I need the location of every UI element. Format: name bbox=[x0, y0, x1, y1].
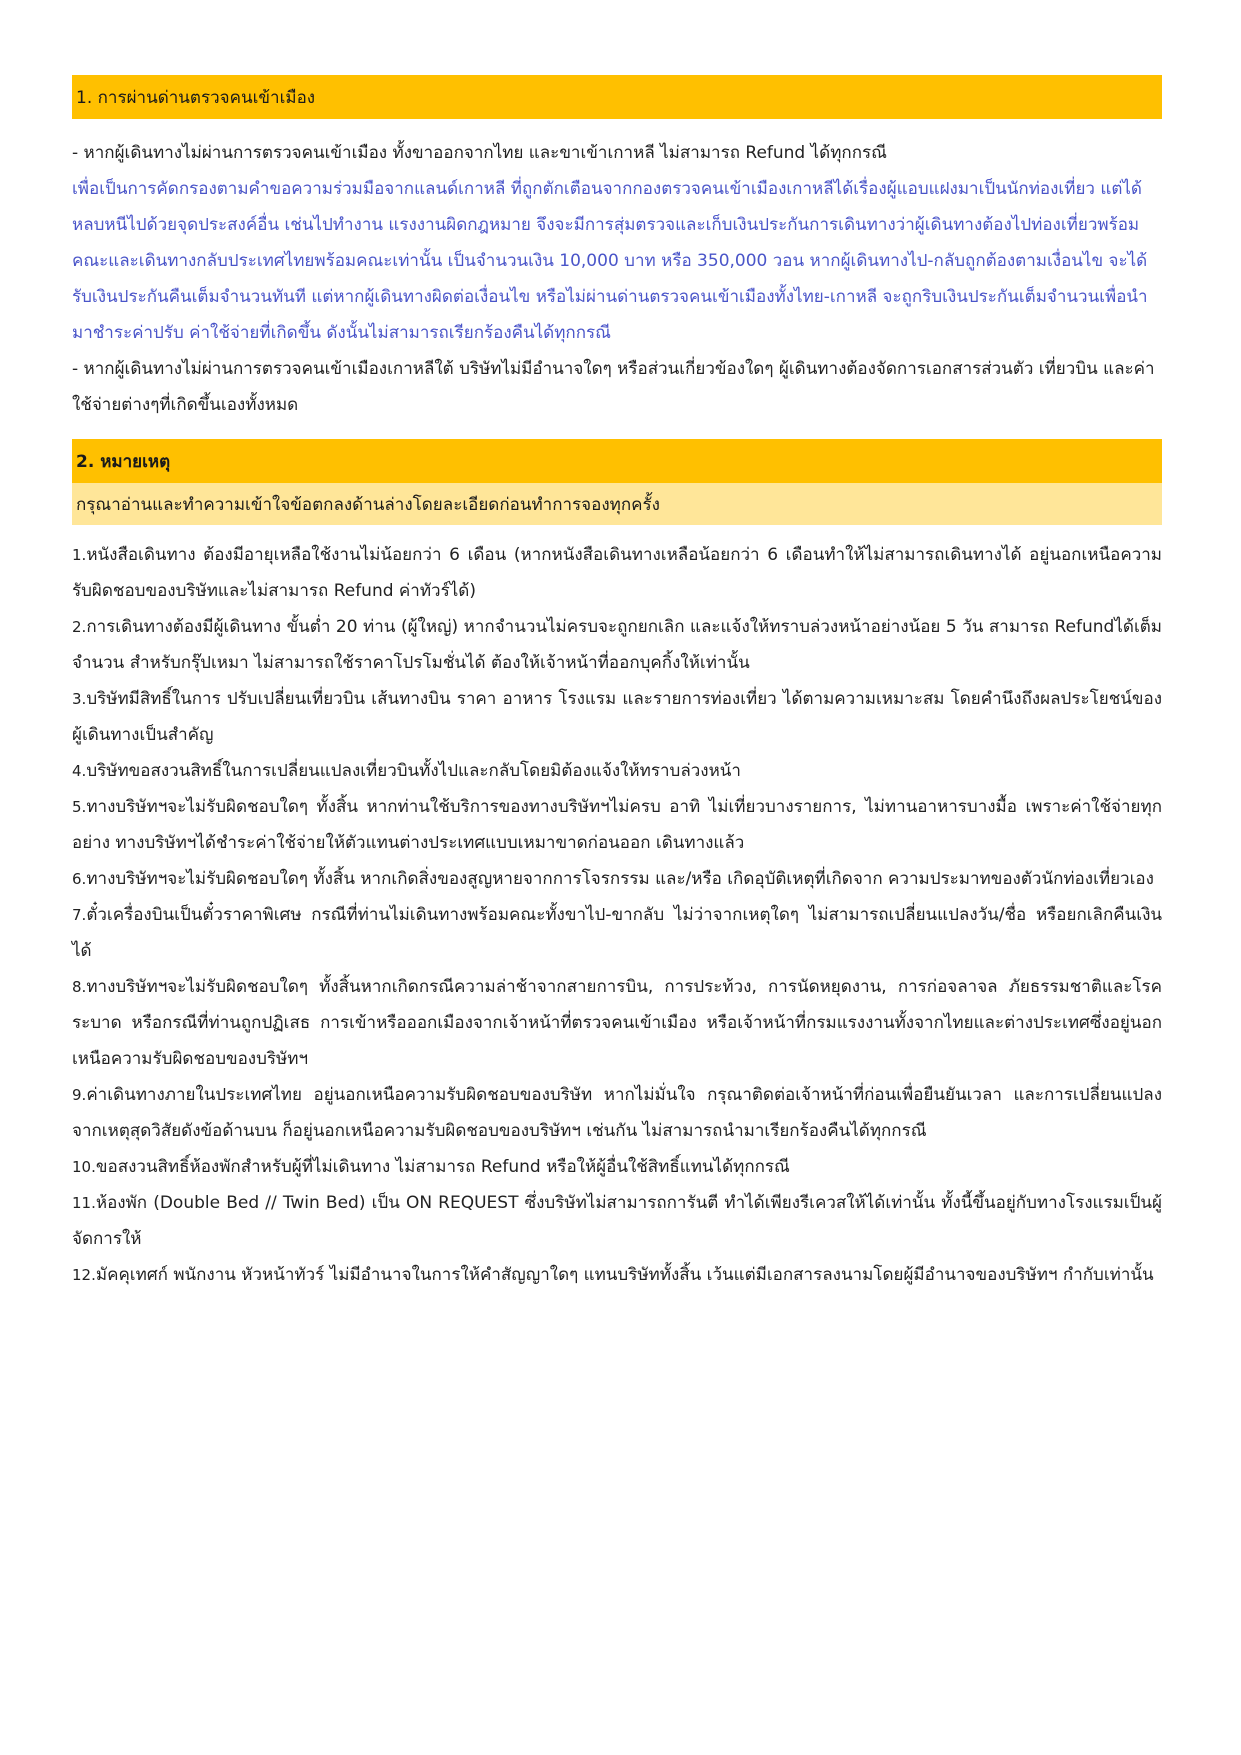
document-page bbox=[72, 75, 1162, 1293]
note-number: 9. bbox=[72, 1086, 87, 1104]
note-number: 1. bbox=[72, 546, 87, 564]
note-number: 12. bbox=[72, 1266, 96, 1284]
note-text: บริษัทมีสิทธิ์ในการ ปรับเปลี่ยนเที่ยวบิน เส้นทางบิน ราคา อาหาร โรงแรม และรายการท่องเที่ยว ได้ตามความเหมาะสม โดยคำนึงถึงผลประโยชน์ของผู้เดินทางเป็นสำคัญ bbox=[72, 689, 1162, 745]
note-number: 2. bbox=[72, 618, 87, 636]
section1-line1: - หากผู้เดินทางไม่ผ่านการตรวจคนเข้าเมือง ทั้งขาออกจากไทย และขาเข้าเกาหลี ไม่สามารถ Refund ได้ทุกกรณี bbox=[72, 143, 887, 163]
note-item bbox=[72, 789, 1162, 861]
note-text: บริษัทขอสงวนสิทธิ์ในการเปลี่ยนแปลงเที่ยวบินทั้งไปและกลับโดยมิต้องแจ้งให้ทราบล่วงหน้า bbox=[86, 761, 741, 781]
note-number: 5. bbox=[72, 798, 87, 816]
section2-heading: 2. หมายเหตุ bbox=[76, 451, 171, 472]
note-number: 11. bbox=[72, 1194, 96, 1212]
section1-heading: 1. การผ่านด่านตรวจคนเข้าเมือง bbox=[76, 87, 316, 108]
note-item bbox=[72, 1077, 1162, 1149]
notes-list bbox=[72, 537, 1162, 1293]
note-text: ขอสงวนสิทธิ์ห้องพักสำหรับผู้ที่ไม่เดินทาง ไม่สามารถ Refund หรือให้ผู้อื่นใช้สิทธิ์แทนได้ทุกกรณี bbox=[95, 1157, 790, 1177]
note-item bbox=[72, 609, 1162, 681]
note-item bbox=[72, 681, 1162, 753]
note-item bbox=[72, 753, 1162, 789]
note-item bbox=[72, 1149, 1162, 1185]
note-text: ทางบริษัทฯจะไม่รับผิดชอบใดๆ ทั้งสิ้น หากท่านใช้บริการของทางบริษัทฯไม่ครบ อาทิ ไม่เที่ยวบางรายการ, ไม่ทานอาหารบางมื้อ เพราะค่าใช้จ่ายทุกอย่าง ทางบริษัทฯได้ชำระค่าใช้จ่ายให้ตัวแทนต่างประเทศแบบเหมาขาดก่อนออก เดินทางแล้ว bbox=[72, 797, 1162, 853]
note-text: ทางบริษัทฯจะไม่รับผิดชอบใดๆ ทั้งสิ้น หากเกิดสิ่งของสูญหายจากการโจรกรรม และ/หรือ เกิดอุบัติเหตุที่เกิดจาก ความประมาทของตัวนักท่องเที่ยวเอง bbox=[86, 869, 1154, 889]
section2-subheading: กรุณาอ่านและทำความเข้าใจข้อตกลงด้านล่างโดยละเอียดก่อนทำการจองทุกครั้ง bbox=[76, 494, 660, 515]
note-text: หนังสือเดินทาง ต้องมีอายุเหลือใช้งานไม่น้อยกว่า 6 เดือน (หากหนังสือเดินทางเหลือน้อยกว่า 6 เดือนทำให้ไม่สามารถเดินทางได้ อยู่นอกเหนือความรับผิดชอบของบริษัทและไม่สามารถ Refund ค่าทัวร์ได้) bbox=[72, 545, 1162, 601]
note-number: 10. bbox=[72, 1158, 96, 1176]
note-text: การเดินทางต้องมีผู้เดินทาง ขั้นต่ำ 20 ท่าน (ผู้ใหญ่) หากจำนวนไม่ครบจะถูกยกเลิก และแจ้งให้ทราบล่วงหน้าอย่างน้อย 5 วัน สามารถ Refundได้เต็มจำนวน สำหรับกรุ๊ปเหมา ไม่สามารถใช้ราคาโปรโมชั่นได้ ต้องให้เจ้าหน้าที่ออกบุคกิ้งให้เท่านั้น bbox=[72, 617, 1162, 673]
section1-line2: - หากผู้เดินทางไม่ผ่านการตรวจคนเข้าเมืองเกาหลีใต้ บริษัทไม่มีอำนาจใดๆ หรือส่วนเกี่ยวข้องใดๆ ผู้เดินทางต้องจัดการเอกสารส่วนตัว เที่ยวบิน และค่าใช้จ่ายต่างๆที่เกิดขึ้นเองทั้งหมด bbox=[72, 359, 1155, 415]
note-number: 3. bbox=[72, 690, 87, 708]
note-text: ค่าเดินทางภายในประเทศไทย อยู่นอกเหนือความรับผิดชอบของบริษัท หากไม่มั่นใจ กรุณาติดต่อเจ้าหน้าที่ก่อนเพื่อยืนยันเวลา และการเปลี่ยนแปลงจากเหตุสุดวิสัยดังข้อด้านบน ก็อยู่นอกเหนือความรับผิดชอบของบริษัทฯ เช่นกัน ไม่สามารถนำมาเรียกร้องคืนได้ทุกกรณี bbox=[72, 1085, 1162, 1141]
section2-heading-bar bbox=[72, 439, 1162, 483]
section2-subheading-bar bbox=[72, 483, 1162, 525]
section1-heading-bar bbox=[72, 75, 1162, 119]
note-number: 4. bbox=[72, 762, 87, 780]
section1-deposit-notice: เพื่อเป็นการคัดกรองตามคำขอความร่วมมือจากแลนด์เกาหลี ที่ถูกตักเตือนจากกองตรวจคนเข้าเมืองเกาหลีได้เรื่องผู้แอบแฝงมาเป็นนักท่องเที่ยว แต่ได้หลบหนีไปด้วยจุดประสงค์อื่น เช่นไปทำงาน แรงงานผิดกฎหมาย จึงจะมีการสุ่มตรวจและเก็บเงินประกันการเดินทางว่าผู้เดินทางต้องไปท่องเที่ยวพร้อมคณะและเดินทางกลับประเทศไทยพร้อมคณะเท่านั้น เป็นจำนวนเงิน 10,000 บาท หรือ 350,000 วอน หากผู้เดินทางไป-กลับถูกต้องตามเงื่อนไข จะได้รับเงินประกันคืนเต็มจำนวนทันที แต่หากผู้เดินทางผิดต่อเงื่อนไข หรือไม่ผ่านด่านตรวจคนเข้าเมืองทั้งไทย-เกาหลี จะถูกริบเงินประกันเต็มจำนวนเพื่อนำมาชำระค่าปรับ ค่าใช้จ่ายที่เกิดขึ้น ดังนั้นไม่สามารถเรียกร้องคืนได้ทุกกรณี bbox=[72, 179, 1148, 343]
note-number: 8. bbox=[72, 978, 87, 996]
note-item bbox=[72, 1185, 1162, 1257]
note-text: ทางบริษัทฯจะไม่รับผิดชอบใดๆ ทั้งสิ้นหากเกิดกรณีความล่าช้าจากสายการบิน, การประท้วง, การนัดหยุดงาน, การก่อจลาจล ภัยธรรมชาติและโรคระบาด หรือกรณีที่ท่านถูกปฏิเสธ การเข้าหรือออกเมืองจากเจ้าหน้าที่ตรวจคนเข้าเมือง หรือเจ้าหน้าที่กรมแรงงานทั้งจากไทยและต่างประเทศซึ่งอยู่นอกเหนือความรับผิดชอบของบริษัทฯ bbox=[72, 977, 1162, 1069]
note-item bbox=[72, 897, 1162, 969]
note-text: มัคคุเทศก์ พนักงาน หัวหน้าทัวร์ ไม่มีอำนาจในการให้คำสัญญาใดๆ แทนบริษัททั้งสิ้น เว้นแต่มีเอกสารลงนามโดยผู้มีอำนาจของบริษัทฯ กำกับเท่านั้น bbox=[95, 1265, 1154, 1285]
note-item bbox=[72, 537, 1162, 609]
note-item bbox=[72, 1257, 1162, 1293]
note-number: 7. bbox=[72, 906, 87, 924]
note-text: ตั๋วเครื่องบินเป็นตั๋วราคาพิเศษ กรณีที่ท่านไม่เดินทางพร้อมคณะทั้งขาไป-ขากลับ ไม่ว่าจากเหตุใดๆ ไม่สามารถเปลี่ยนแปลงวัน/ชื่อ หรือยกเลิกคืนเงินได้ bbox=[72, 905, 1162, 961]
note-text: ห้องพัก (Double Bed // Twin Bed) เป็น ON REQUEST ซึ่งบริษัทไม่สามารถการันตี ทำได้เพียงรีเควสให้ได้เท่านั้น ทั้งนี้ขึ้นอยู่กับทางโรงแรมเป็นผู้จัดการให้ bbox=[72, 1193, 1162, 1249]
note-number: 6. bbox=[72, 870, 87, 888]
note-item bbox=[72, 861, 1162, 897]
section1-body bbox=[72, 135, 1162, 423]
note-item bbox=[72, 969, 1162, 1077]
